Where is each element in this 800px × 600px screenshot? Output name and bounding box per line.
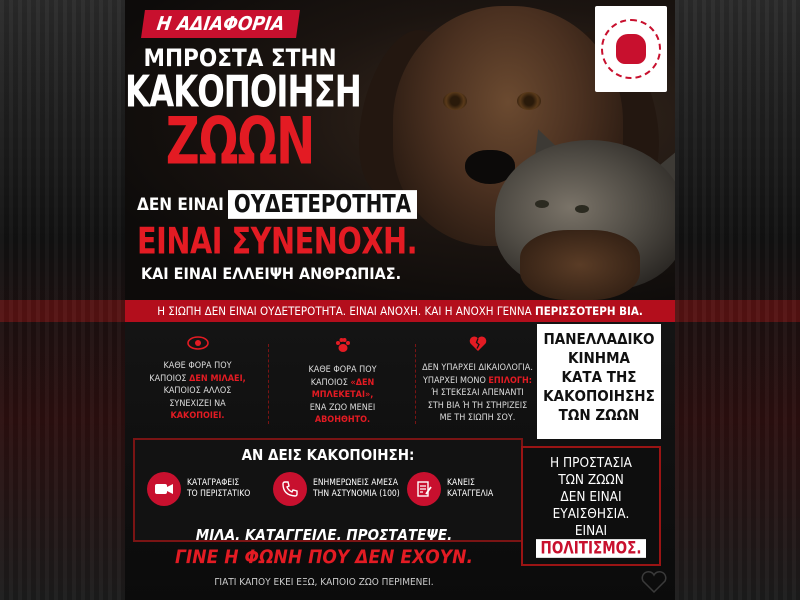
action-call-l1: ΕΝΗΜΕΡΩΝΕΙΣ ΑΜΕΣΑ	[313, 478, 398, 488]
hand-icon	[616, 34, 646, 64]
col3-red: ΕΠΙΛΟΓΗ:	[488, 375, 533, 386]
heart-icon	[640, 568, 668, 600]
headline-line1: ΜΠΡΟΣΤΑ ΣΤΗΝ	[143, 44, 337, 72]
movement-line5: ΤΩΝ ΖΩΩΝ	[558, 406, 640, 424]
action-call-police	[273, 472, 400, 506]
col1-line4: ΣΥΝΕΧΙΖΕΙ ΝΑ	[169, 398, 226, 409]
left-blurred-backdrop	[0, 0, 125, 600]
action-report-l1: ΚΑΝΕΙΣ	[447, 478, 475, 488]
humanity-line: ΚΑΙ ΕΙΝΑΙ ΕΛΛΕΙΨΗ ΑΝΘΡΩΠΙΑΣ.	[141, 264, 402, 283]
video-camera-icon	[147, 472, 181, 506]
col1-red: ΔΕΝ ΜΙΛΑΕΙ,	[189, 373, 246, 384]
protection-line2: ΤΩΝ ΖΩΩΝ	[558, 472, 624, 488]
eye-icon	[135, 336, 260, 354]
poster	[125, 0, 675, 600]
column-choice	[415, 336, 540, 425]
phone-icon	[273, 472, 307, 506]
paw-icon	[280, 336, 405, 358]
movement-logo	[595, 6, 667, 92]
broken-heart-icon	[415, 336, 540, 356]
silence-banner	[125, 300, 675, 322]
col3-b: ΥΠΑΡΧΕΙ ΜΟΝΟ	[422, 375, 486, 386]
movement-line2: ΚΙΝΗΜΑ	[568, 349, 630, 367]
col2-b: ΚΑΠΟΙΟΣ	[310, 377, 348, 388]
dog-eye-left	[443, 92, 467, 110]
headline-line2: ΚΑΚΟΠΟΙΗΣΗ	[125, 67, 361, 118]
col1-line5: ΚΑΚΟΠΟΙΕΙ.	[170, 411, 225, 421]
col2-line3: ΕΝΑ ΖΩΟ ΜΕΝΕΙ	[309, 402, 376, 413]
neutrality-line	[137, 192, 417, 217]
action-call-l2: ΤΗΝ ΑΣΤΥΝΟΜΙΑ (100)	[313, 489, 400, 499]
col2-red: «ΔΕΝ ΜΠΛΕΚΕΤΑΙ»,	[311, 377, 375, 400]
protection-line5: ΕΙΝΑΙ	[574, 523, 608, 539]
dog-eye-right	[517, 92, 541, 110]
col2-line1: ΚΑΘΕ ΦΟΡΑ ΠΟΥ	[308, 365, 377, 375]
movement-panel	[537, 324, 661, 439]
col1-line2	[135, 373, 260, 386]
protection-line1: Η ΠΡΟΣΤΑΣΙΑ	[550, 455, 632, 471]
banner-text: Η ΣΙΩΠΗ ΔΕΝ ΕΙΝΑΙ ΟΥΔΕΤΕΡΟΤΗΤΑ. ΕΙΝΑΙ ΑΝΟΧΗ. ΚΑΙ Η ΑΝΟΧΗ ΓΕΝΝΑ	[157, 304, 532, 318]
movement-line1: ΠΑΝΕΛΛΑΔΙΚΟ	[543, 330, 655, 348]
col3-line5: ΜΕ ΤΗ ΣΙΩΠΗ ΣΟΥ.	[439, 413, 516, 423]
right-blurred-backdrop	[675, 0, 800, 600]
neutrality-prefix: ΔΕΝ ΕΙΝΑΙ	[137, 194, 224, 215]
civilization-highlight: ΠΟΛΙΤΙΣΜΟΣ.	[536, 539, 647, 558]
action-record	[147, 472, 250, 506]
col3-line4: ΣΤΗ ΒΙΑ Ή ΤΗ ΣΤΗΡΙΖΕΙΣ	[427, 400, 528, 411]
col2-line2	[280, 377, 405, 402]
complicity-headline: ΕΙΝΑΙ ΣΥΝΕΝΟΧΗ.	[137, 219, 418, 263]
dog-paw	[520, 230, 640, 300]
neutrality-word: ΟΥΔΕΤΕΡΟΤΗΤΑ	[228, 190, 417, 219]
col3-line2	[415, 375, 540, 388]
hero-photo	[125, 0, 675, 300]
column-involve	[280, 336, 405, 427]
col1-line1: ΚΑΘΕ ΦΟΡΑ ΠΟΥ	[163, 361, 232, 371]
column-divider	[268, 344, 269, 424]
action-report	[407, 472, 493, 506]
movement-line3: ΚΑΤΑ ΤΗΣ	[561, 368, 637, 386]
protection-panel	[521, 446, 661, 566]
indifference-tag: Η ΑΔΙΑΦΟΡΙΑ	[141, 10, 300, 38]
action-record-l2: ΤΟ ΠΕΡΙΣΤΑΤΙΚΟ	[187, 489, 251, 499]
cat-eye-right	[575, 205, 589, 213]
action-record-l1: ΚΑΤΑΓΡΑΦΕΙΣ	[187, 478, 240, 488]
cta-line2: ΓΙΝΕ Η ΦΩΝΗ ΠΟΥ ΔΕΝ ΕΧΟΥΝ.	[175, 546, 473, 568]
cta-line1: ΜΙΛΑ. ΚΑΤΑΓΓΕΙΛΕ. ΠΡΟΣΤΑΤΕΨΕ.	[195, 526, 453, 544]
movement-line4: ΚΑΚΟΠΟΙΗΣΗΣ	[543, 387, 655, 405]
protection-line4: ΕΥΑΙΣΘΗΣΙΑ.	[552, 506, 630, 522]
col2-line4: ΑΒΟΗΘΗΤΟ.	[314, 415, 371, 425]
document-edit-icon	[407, 472, 441, 506]
col1-line3: ΚΑΠΟΙΟΣ ΑΛΛΟΣ	[163, 386, 232, 396]
col1-b: ΚΑΠΟΙΟΣ	[149, 373, 187, 384]
cta-line3: ΓΙΑΤΙ ΚΑΠΟΥ ΕΚΕΙ ΕΞΩ, ΚΑΠΟΙΟ ΖΩΟ ΠΕΡΙΜΕΝΕΙ.	[214, 577, 434, 588]
info-section	[125, 322, 675, 600]
see-abuse-title: ΑΝ ΔΕΙΣ ΚΑΚΟΠΟΙΗΣΗ:	[241, 446, 415, 464]
action-report-l2: ΚΑΤΑΓΓΕΛΙΑ	[447, 489, 494, 499]
col3-line1: ΔΕΝ ΥΠΑΡΧΕΙ ΔΙΚΑΙΟΛΟΓΙΑ.	[422, 363, 533, 373]
logo-ring	[601, 19, 661, 79]
column-speak	[135, 336, 260, 423]
col3-line3: Ή ΣΤΕΚΕΣΑΙ ΑΠΕΝΑΝΤΙ	[431, 388, 524, 398]
protection-line3: ΔΕΝ ΕΙΝΑΙ	[560, 489, 622, 505]
cat-eye-left	[535, 200, 549, 208]
headline-line3: ΖΩΩΝ	[165, 104, 315, 180]
banner-bold: ΠΕΡΙΣΣΟΤΕΡΗ ΒΙΑ.	[535, 304, 643, 318]
